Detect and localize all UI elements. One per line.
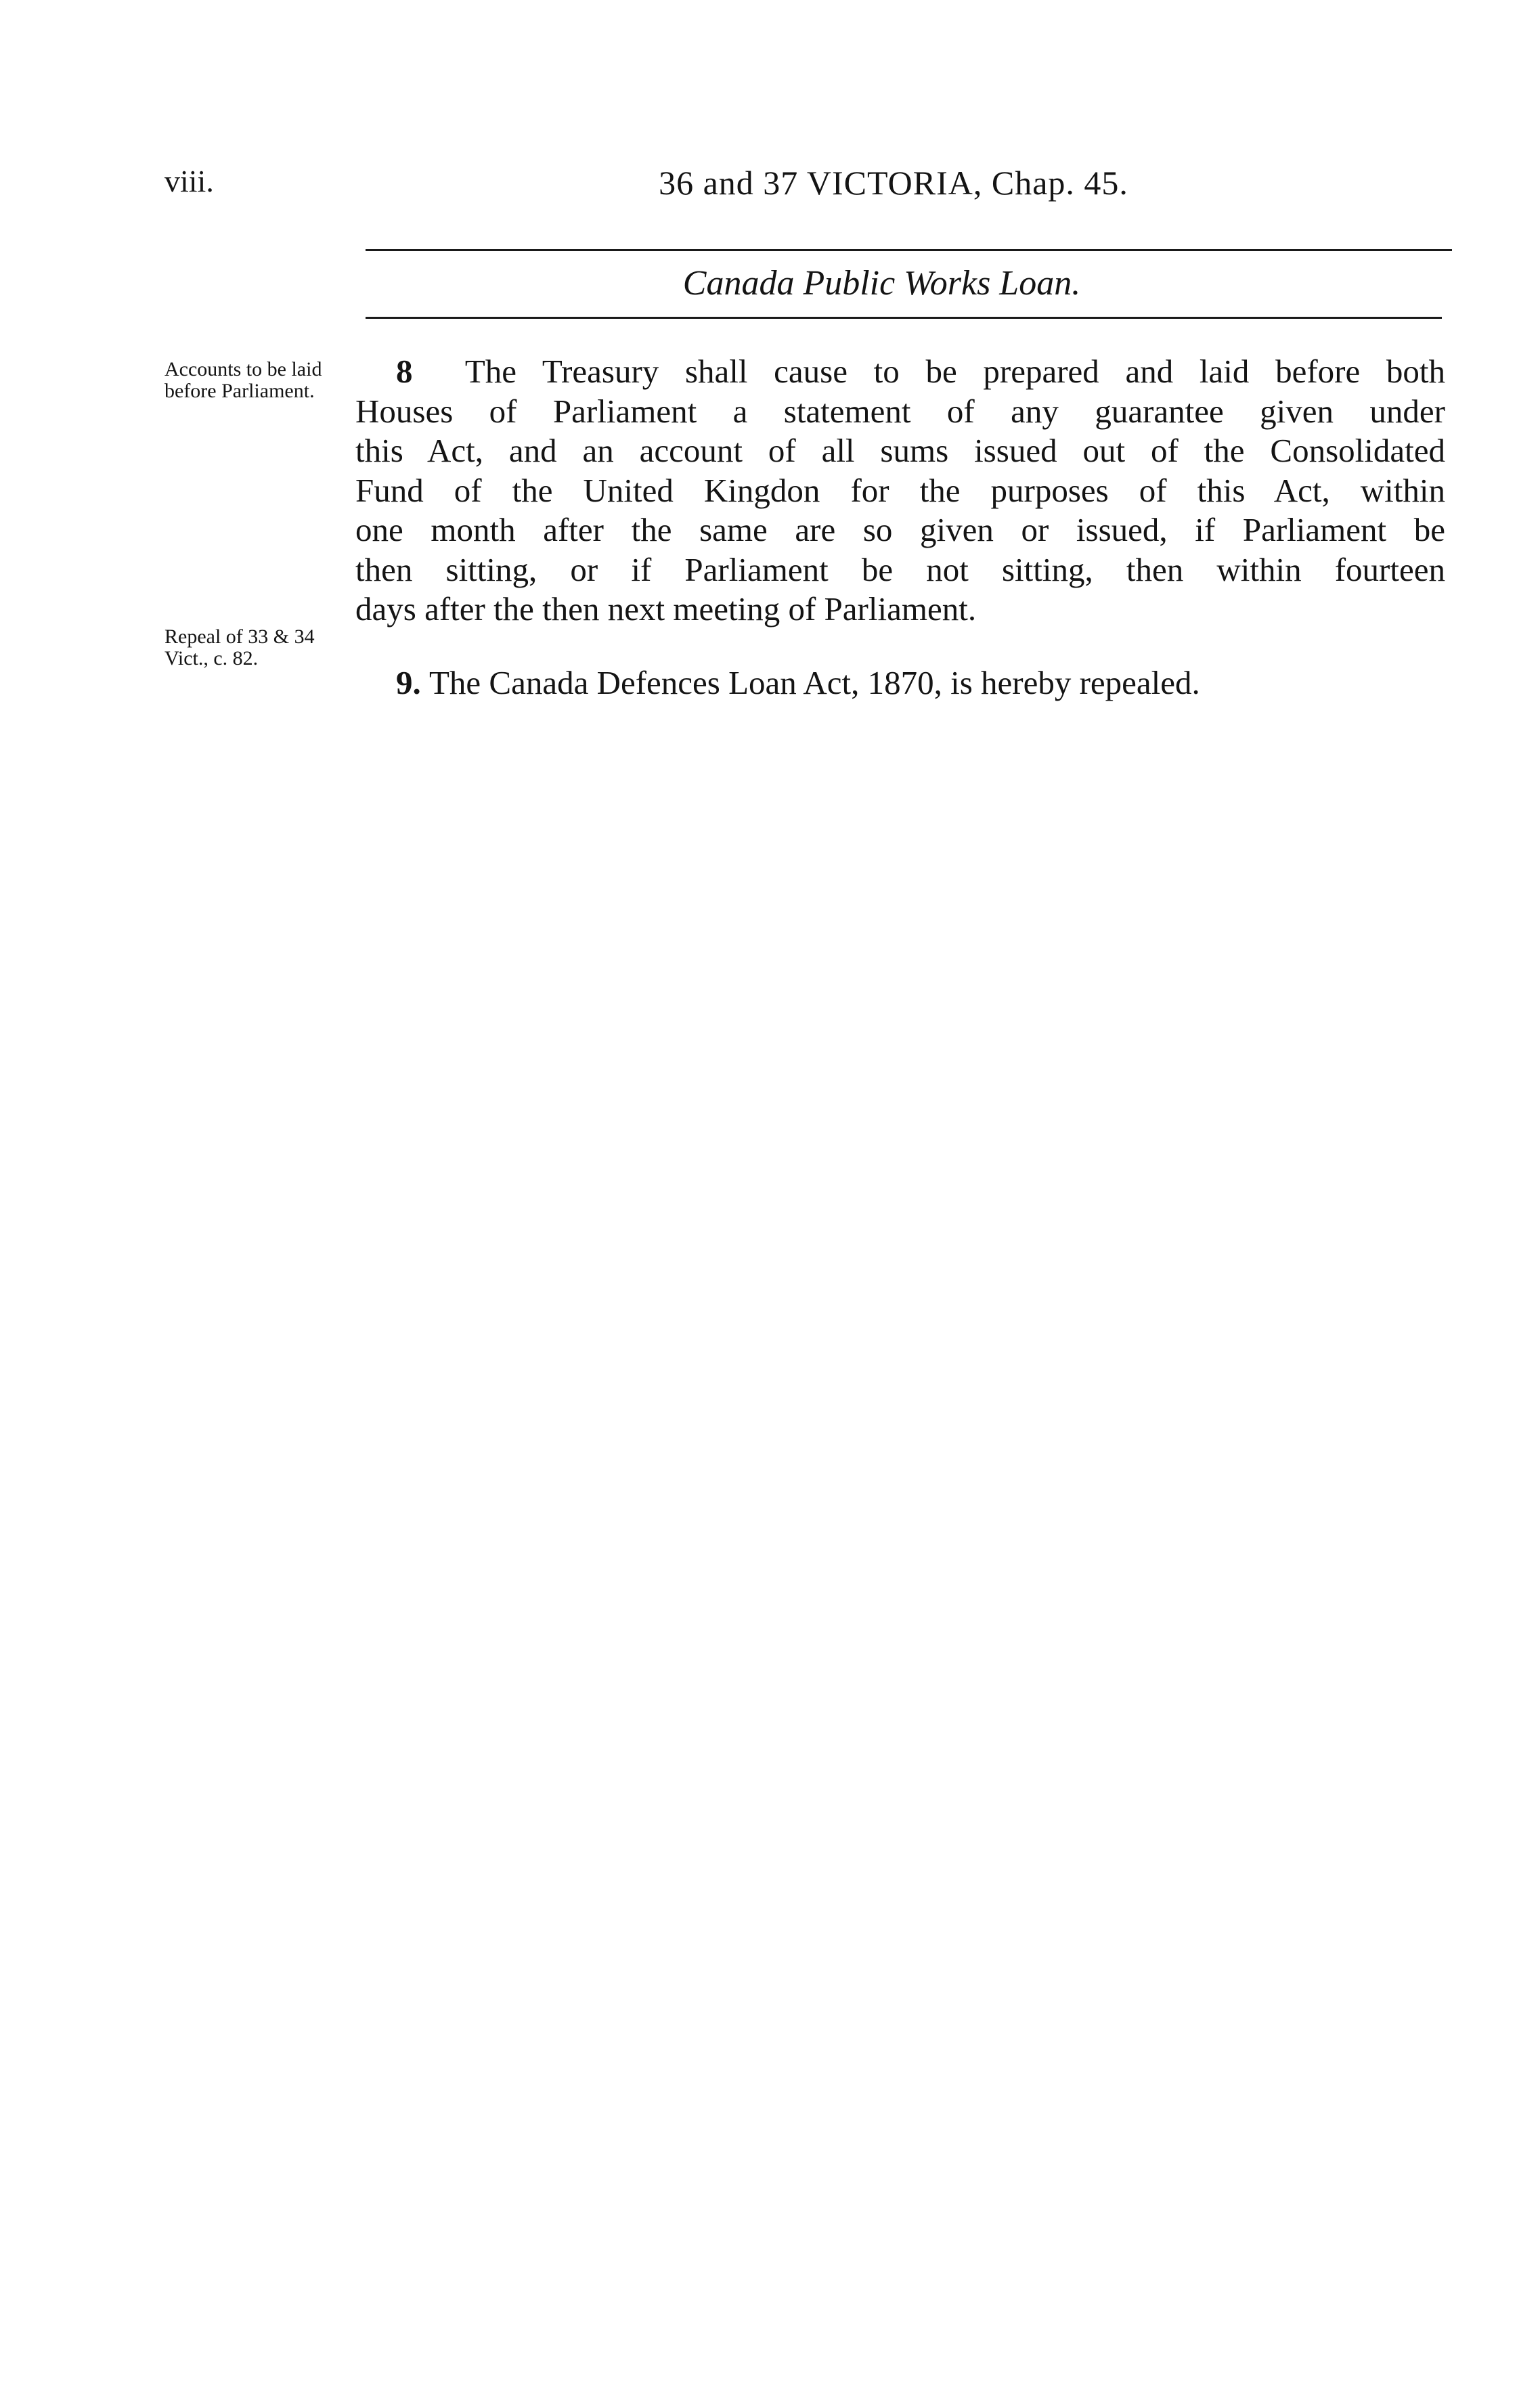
running-head: 36 and 37 VICTORIA, Chap. 45.: [659, 164, 1128, 202]
section-9-number: 9.: [396, 664, 421, 701]
page-number: viii.: [164, 164, 214, 198]
section-8-text-1: The Treasury shall cause to be prepared and laid before both: [464, 353, 1445, 390]
act-subtitle: Canada Public Works Loan.: [682, 264, 1081, 303]
margin-note-accounts: Accounts to be laid before Parliament.: [164, 358, 322, 402]
margin-note-repeal: Repeal of 33 & 34 Vict., c. 82.: [164, 625, 315, 669]
section-9: [355, 663, 1445, 703]
section-8-line-2: Houses of Parliament a statement of any guarantee given under: [355, 392, 1445, 430]
section-8-line-7: days after the then next meeting of Parliament.: [355, 590, 977, 627]
header-rule-bottom: [366, 317, 1442, 319]
section-8-number: 8: [396, 353, 413, 390]
section-8-line-4: Fund of the United Kingdon for the purposes of this Act, within: [355, 471, 1445, 509]
section-8-line-5: one month after the same are so given or issued, if Parliament be: [355, 511, 1445, 548]
section-8-line-1: [355, 352, 1445, 392]
header-rule-top: [366, 249, 1452, 251]
section-9-text-1: The Canada Defences Loan Act, 1870, is hereby repealed.: [429, 664, 1200, 701]
section-8-line-6: then sitting, or if Parliament be not sitting, then within fourteen: [355, 550, 1445, 588]
section-8: [355, 352, 1445, 630]
section-9-line-1: [355, 663, 1445, 703]
section-8-line-3: this Act, and an account of all sums issued out of the Consolidated: [355, 432, 1445, 469]
